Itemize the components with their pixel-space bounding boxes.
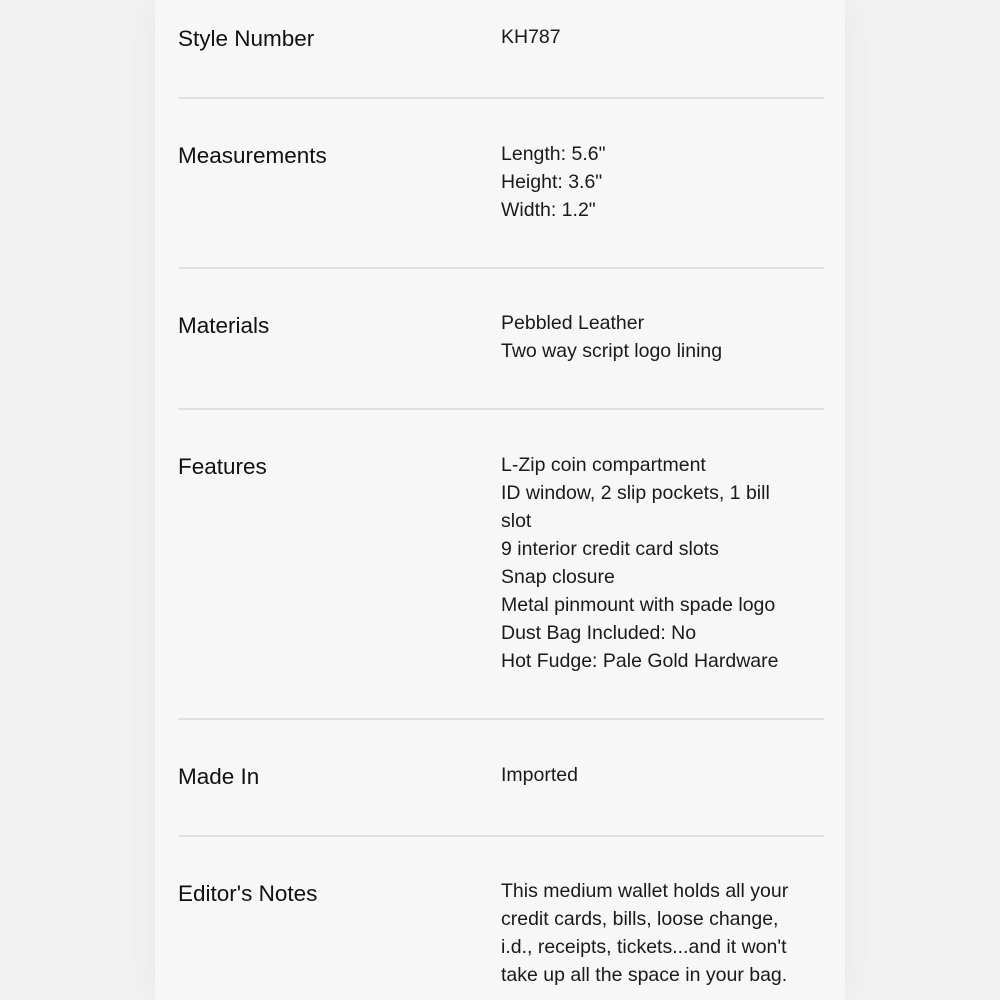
feature-line: Metal pinmount with spade logo (501, 594, 776, 616)
feature-line: Snap closure (501, 566, 615, 588)
made-in-line: Imported (501, 764, 578, 786)
features-label: Features (178, 454, 267, 479)
made-in-label: Made In (178, 764, 260, 789)
editors-notes-label: Editor's Notes (178, 881, 318, 906)
made-in-value (501, 761, 821, 789)
style-number-line: KH787 (501, 26, 561, 48)
divider (178, 718, 824, 720)
materials-label: Materials (178, 313, 270, 338)
divider (178, 97, 824, 99)
material-line: Two way script logo lining (501, 340, 723, 362)
feature-line: slot (501, 510, 532, 532)
features-value (501, 451, 821, 675)
measurement-height: Height: 3.6" (501, 171, 603, 193)
measurements-label: Measurements (178, 143, 327, 168)
feature-line: ID window, 2 slip pockets, 1 bill (501, 482, 770, 504)
feature-line: Hot Fudge: Pale Gold Hardware (501, 650, 779, 672)
feature-line: L-Zip coin compartment (501, 454, 706, 476)
divider (178, 408, 824, 410)
editors-notes-line: i.d., receipts, tickets...and it won't (501, 936, 787, 958)
divider (178, 835, 824, 837)
editors-notes-line: credit cards, bills, loose change, (501, 908, 779, 930)
editors-notes-line: take up all the space in your bag. (501, 964, 788, 986)
editors-notes-value (501, 877, 821, 989)
materials-value (501, 309, 821, 365)
style-number-value (501, 23, 821, 51)
measurements-value (501, 140, 821, 224)
divider (178, 267, 824, 269)
feature-line: Dust Bag Included: No (501, 622, 697, 644)
measurement-length: Length: 5.6" (501, 143, 606, 165)
style-number-label: Style Number (178, 26, 315, 51)
measurement-width: Width: 1.2" (501, 199, 596, 221)
editors-notes-line: This medium wallet holds all your (501, 880, 789, 902)
feature-line: 9 interior credit card slots (501, 538, 719, 560)
material-line: Pebbled Leather (501, 312, 645, 334)
